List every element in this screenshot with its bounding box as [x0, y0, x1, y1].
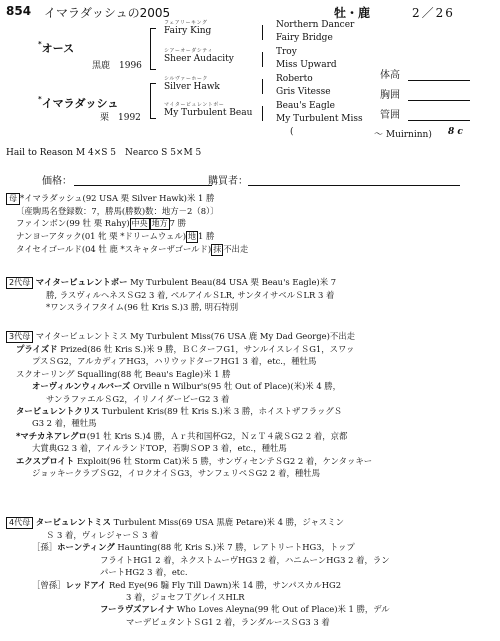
gen3-name: Troy — [276, 47, 297, 57]
horse-title: イマラダッシュの2005 — [44, 6, 171, 20]
offspring-line: *ワンスライフタイム(96 牡 Kris S.)3 勝, 明石特別 — [46, 302, 239, 313]
family-number: 8 c — [448, 127, 463, 137]
record-line: サンラファエルＳG2，イリノイダービーG2 3 着 — [46, 393, 230, 404]
gen2-ruby: シルヴァーホーク — [164, 76, 208, 82]
bracket-line — [150, 28, 151, 70]
nar-mark: 地方 — [151, 219, 168, 229]
bracket-line — [262, 25, 263, 40]
record-line: 大賞典G2 3 着，アイルランドTOP，若駒ＳOP 3 着，etc.，種牡馬 — [32, 443, 287, 454]
offspring-line: スクオーリング Squalling(88 牝 Beau's Eagle)米 1 勝 — [16, 368, 231, 379]
gen2-name: Silver Hawk — [164, 82, 220, 92]
cannon-field-line — [408, 120, 470, 121]
record-line: 勝, ラスヴィルヘネスＳG2 3 着, ベルアイルＳLR, サンタイサベルＳLR 3 着 — [46, 290, 335, 300]
sex-color: 牡・鹿 — [334, 6, 371, 20]
gen2-name: Sheer Audacity — [164, 54, 234, 64]
catalog-number: 854 — [6, 4, 32, 18]
offspring-name: エクスプロイト — [16, 455, 75, 466]
fourth-dam-section: 4代母 タービュレントミス Turbulent Miss(69 USA 黒鹿 Petare)米 4 勝，ジャスミン Ｓ 3 着，ヴィレジャーＳ 3 着 ［孫］ホーンティング Haunting(88 牝 Kris S.)米 7 勝，レアトリートHG3，トップ フライトHG1 2 着，ネクストムーヴHG3 2 着，ハニムーンHG3 2 着，ラン パートHG2 3 着，etc. ［曾孫］レッドアイ Red Eye(96 騸 Fly Till Dawn)米 14 勝，サンパスカルHG2 3 着，ジョセフＴグレイスHLR フーラヴズアレイナ Who Loves Aleyna(99 牝 Out of Place)米 1 勝，デル マーデビュタントＳG1 2 着，ランダルースＳG3 3 着 — [6, 516, 494, 628]
gen2-name: Fairy King — [164, 26, 212, 36]
price-field-line — [74, 185, 212, 186]
record-line: フライトHG1 2 着，ネクストムーヴHG3 2 着，ハニムーンHG3 2 着，ラン — [100, 554, 390, 565]
bracket-line — [262, 106, 263, 121]
height-field-line — [408, 80, 470, 81]
gen3-name: Roberto — [276, 74, 313, 84]
sire-color-year: 黒鹿 1996 — [92, 61, 142, 71]
gen2-name: My Turbulent Beau — [164, 108, 253, 118]
record-line: G3 2 着，種牡馬 — [32, 418, 97, 429]
dam-section — [6, 192, 494, 256]
height-label: 体高 — [380, 70, 400, 81]
jra-mark: 中央 — [131, 219, 148, 229]
deregistered-mark: 抹 — [213, 245, 222, 255]
third-dam-tag: 3代母 — [6, 331, 33, 343]
record-line: プスＳG2，アルカディアHG3，ハリウッドターフHG1 3 着，etc.，種牡馬 — [32, 356, 317, 367]
fourth-dam-name: タービュレントミス — [35, 517, 111, 527]
local-mark: 地 — [187, 232, 196, 242]
chest-label: 胸囲 — [380, 90, 400, 101]
record-line: パートHG2 3 着，etc. — [100, 567, 188, 578]
gen3-name: Fairy Bridge — [276, 33, 333, 43]
offspring-name: ホーンティング — [57, 542, 115, 553]
offspring-name: レッドアイ — [65, 579, 107, 590]
offspring-name: タービュレントクリス — [16, 406, 100, 417]
cannon-label: 管囲 — [380, 110, 400, 121]
offspring-name: フーラヴズアレイナ — [100, 604, 175, 615]
dam-tag: 母 — [6, 193, 20, 205]
paren-open: ( — [290, 127, 294, 137]
gen3-name: Northern Dancer — [276, 20, 355, 30]
second-dam-section: 2代母 マイタービュレントボー My Turbulent Beau(84 USA 栗 Beau's Eagle)米 7 勝, ラスヴィルヘネスＳG2 3 着, ベルアイルＳLR, サンタイサベルＳLR 3 着 *ワンスライフタイム(96 牡 Kris S.)3 勝, 明石特別 — [6, 276, 494, 314]
bracket-line — [150, 83, 156, 84]
price-label: 価格： — [42, 176, 72, 187]
fourth-dam-tag: 4代母 — [6, 517, 33, 529]
bracket-line — [150, 69, 156, 70]
offspring-name: オーヴィルンウィルバーズ — [32, 381, 131, 392]
record-line: 3 着，ジョセフＴグレイスHLR — [126, 592, 245, 603]
family-line: ～ Muirninn) — [374, 130, 432, 140]
dam-produce-summary: 〔産駒馬名登録数：7，勝馬(勝数)数：地方－2（8）〕 — [16, 206, 219, 216]
buyer-field-line — [248, 185, 460, 186]
gen2-ruby: シアーオーダシティ — [164, 48, 213, 54]
produce-line: ナンヨーアタック(01 牝 栗 *ドリームウェル) 地 1 勝 — [16, 231, 215, 242]
birth-date: 2／26 — [412, 6, 455, 20]
grandchild-label: ［孫］ — [32, 542, 58, 553]
dam-color-year: 栗 1992 — [100, 113, 141, 123]
bracket-line — [150, 83, 151, 119]
gen3-name: Miss Upward — [276, 60, 337, 70]
offspring-name: *マチカネアレグロ — [16, 430, 87, 441]
great-grandchild-label: ［曾孫］ — [32, 579, 66, 590]
record-line: ジョッキークラブＳG2，イロクオイＳG3，サンフェリペＳG2 2 着，種牡馬 — [32, 468, 320, 479]
gen3-name: Beau's Eagle — [276, 101, 335, 111]
offspring-name: プライズド — [16, 344, 58, 354]
bracket-line — [150, 118, 156, 119]
gen3-name: Gris Vitesse — [276, 87, 331, 97]
produce-line: ファインボン(99 牡 栗 Rahy) 中央 地方 7 勝 — [16, 218, 187, 229]
buyer-label: 購買者： — [208, 176, 248, 187]
dam-line: *イマラダッシュ(92 USA 栗 Silver Hawk)米 1 勝 — [20, 193, 215, 203]
third-dam-section: 3代母 マイタービュレントミス My Turbulent Miss(76 USA 鹿 My Dad George)不出走 プライズド Prized(86 牡 Kris S.)米 9 勝，ＢＣターフG1，サンルイスレイＳG1，スワッ プスＳG2，アルカディアHG3，ハリウッドターフHG1 3 着，etc.，種牡馬 スクオーリング Squalling(88 牝 Beau's Eagle)米 1 勝 オーヴィルンウィルバーズ Orville n Wilbur's(95 牡 Out of Place)(米)米 4 勝， サンラファエルＳG2，イリノイダービーG2 3 着 タービュレントクリス Turbulent Kris(89 牡 Kris S.)米 3 勝，ホイストザフラッグＳ G3 2 着，種牡馬 *マチカネアレグロ(91 牡 Kris S.)4 勝，Ａｒ共和国杯G2，ＮｚＴ４歳ＳG2 2 着，京都 大賞典G2 3 着，アイルランドTOP，若駒ＳOP 3 着，etc.，種牡馬 エクスプロイト Exploit(96 牡 Storm Cat)米 5 勝，サンヴィセンテＳG2 2 着，ケンタッキー ジョッキークラブＳG2，イロクオイＳG3，サンフェリペＳG2 2 着，種牡馬 — [6, 330, 494, 479]
dam-name: *イマラダッシュ — [38, 95, 119, 110]
gen3-name: My Turbulent Miss — [276, 114, 363, 124]
gen2-ruby: マイタービュレントボー — [164, 102, 225, 108]
bracket-line — [150, 28, 156, 29]
bracket-line — [262, 52, 263, 67]
second-dam-name: マイタービュレントボー — [35, 277, 128, 287]
gen2-ruby: フェアリーキング — [164, 20, 208, 26]
chest-field-line — [408, 100, 470, 101]
produce-line: タイセイゴールド(04 牡 鹿 *スキャターザゴールド) 抹 不出走 — [16, 244, 249, 255]
inbreeding-crosses: Hail to Reason M 4×S 5 Nearco S 5×M 5 — [6, 148, 202, 158]
record-line: Ｓ 3 着，ヴィレジャーＳ 3 着 — [46, 530, 159, 540]
second-dam-tag: 2代母 — [6, 277, 33, 289]
record-line: マーデビュタントＳG1 2 着，ランダルースＳG3 3 着 — [126, 616, 330, 627]
bracket-line — [262, 79, 263, 94]
sire-name: *オース — [38, 40, 75, 55]
